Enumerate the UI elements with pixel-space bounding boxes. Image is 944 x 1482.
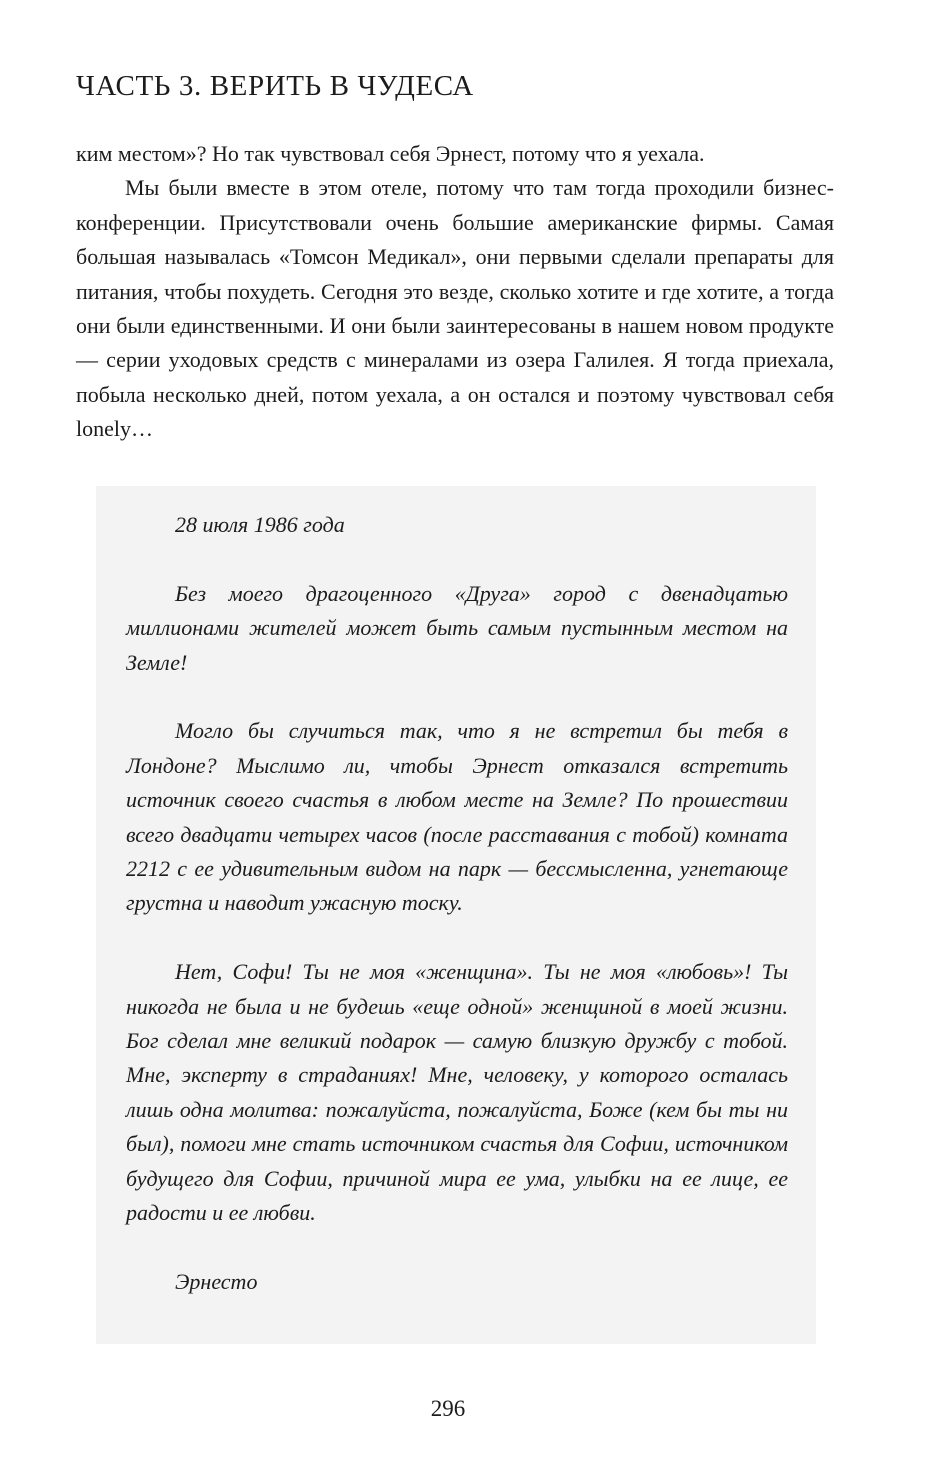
- letter-spacer: [126, 542, 788, 576]
- letter-spacer: [126, 921, 788, 955]
- letter-paragraph: Могло бы случиться так, что я не встретил бы тебя в Лондоне? Мыслимо ли, чтобы Эрнест отказался встретить источник своего счастья в любом месте на Земле? По прошествии всего двадцати четырех часов (после расставания с тобой) комната 2212 с ее удивительным видом на парк — бессмысленна, угнетающе грустна и наводит ужасную тоску.: [126, 718, 788, 916]
- letter-spacer: [126, 1230, 788, 1264]
- letter-signature: Эрнесто: [175, 1268, 258, 1294]
- body-paragraph: ким местом»? Но так чувствовал себя Эрнест, потому что я уехала.: [76, 141, 705, 166]
- page-number: 296: [430, 1396, 466, 1421]
- letter: [126, 508, 788, 1299]
- chapter-header: ЧАСТЬ 3. ВЕРИТЬ В ЧУДЕСА: [76, 70, 474, 102]
- letter-paragraph: Без моего драгоценного «Друга» город с двенадцатью миллионами жителей может быть самым пустынным местом на Земле!: [126, 580, 788, 675]
- body-text: [76, 137, 834, 447]
- letter-spacer: [126, 680, 788, 714]
- letter-date: 28 июля 1986 года: [175, 512, 345, 537]
- body-paragraph: Мы были вместе в этом отеле, потому что там тогда проходили бизнес-конференции. Присутствовали очень большие американские фирмы. Самая большая называлась «Томсон Медикал», они первыми сделали препараты для питания, чтобы похудеть. Сегодня это везде, сколько хотите и где хотите, а тогда они были единственными. И они были заинтересованы в нашем новом продукте — серии уходовых средств с минералами из озера Галилея. Я тогда приехала, побыла несколько дней, потом уехала, а он остался и поэтому чувствовал себя lonely…: [76, 175, 834, 442]
- letter-paragraph: Нет, Софи! Ты не моя «женщина». Ты не моя «любовь»! Ты никогда не была и не будешь «еще одной» женщиной в моей жизни. Бог сделал мне великий подарок — самую близкую дружбу с тобой. Мне, эксперту в страданиях! Мне, человеку, у которого осталась лишь одна молитва: пожалуйста, пожалуйста, Боже (кем бы ты ни был), помоги мне стать источником счастья для Софии, источником будущего для Софии, причиной мира ее ума, улыбки на ее лице, ее радости и ее любви.: [126, 959, 788, 1226]
